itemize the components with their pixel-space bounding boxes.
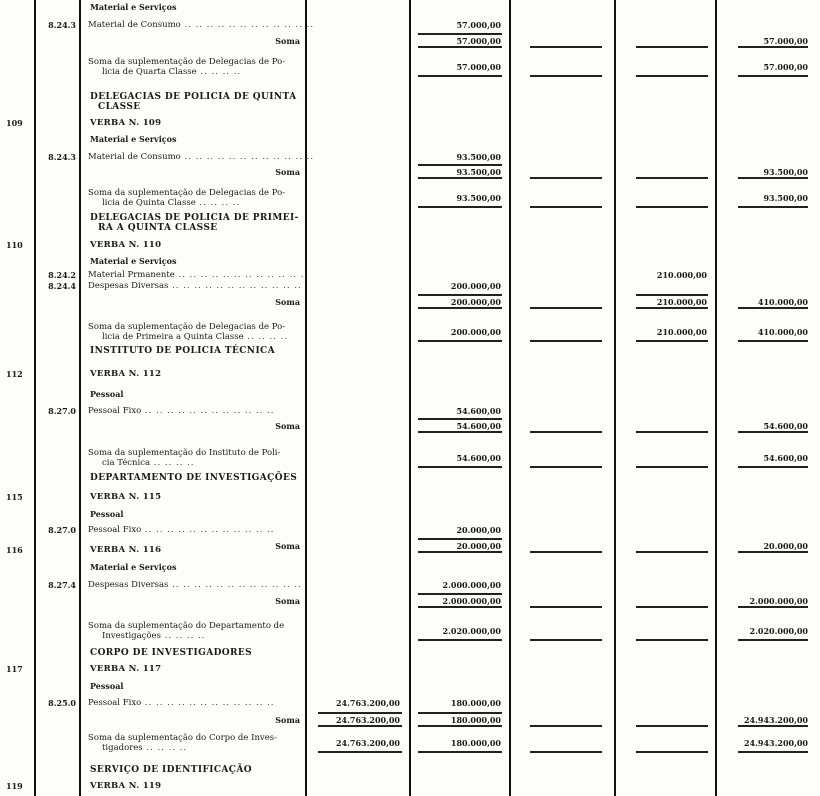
- item-description: [88, 152, 315, 162]
- underline-col-e: [738, 431, 808, 433]
- subheading: Pessoal: [90, 389, 124, 399]
- amount-col-b: 2.020.000,00: [442, 626, 501, 636]
- section-title-line1: DEPARTAMENTO DE INVESTIGAÇÕES: [90, 473, 298, 483]
- column-rule-b: [509, 0, 511, 796]
- soma-label: Soma: [275, 36, 300, 46]
- item-description: [88, 20, 315, 30]
- underline-col-b: [418, 639, 502, 641]
- underline-col-e: [738, 46, 808, 48]
- underline-col-e: [738, 751, 808, 753]
- section-title: [90, 346, 302, 356]
- leader-dots-icon: .. .. .. .. .. .. .. .. .. .. .. ..: [180, 152, 315, 162]
- amount-col-b: 54.600,00: [456, 453, 501, 463]
- section-title-line1: DELEGACIAS DE POLICIA DE PRIMEI-: [90, 213, 299, 223]
- amount-col-b: 20.000,00: [456, 541, 501, 551]
- item-description: [88, 525, 300, 535]
- underline-col-c: [530, 431, 602, 433]
- underline-col-c: [530, 177, 602, 179]
- item-code: 8.24.3: [48, 152, 76, 162]
- underline-col-d: [636, 177, 708, 179]
- column-rule-c: [614, 0, 616, 796]
- item-label: Pessoal Fixo: [88, 406, 142, 416]
- leader-dots-icon: .. .. .. ..: [142, 743, 188, 753]
- verba-title: VERBA N. 112: [90, 369, 162, 379]
- underline-col-d: [636, 206, 708, 208]
- amount-col-a: 24.763.200,00: [335, 698, 400, 708]
- soma-label: Soma: [275, 297, 300, 307]
- item-code: 8.25.0: [48, 698, 76, 708]
- amount-col-b: 57.000,00: [456, 36, 501, 46]
- amount-col-d: 210.000,00: [656, 297, 707, 307]
- amount-col-b: 54.600,00: [456, 406, 501, 416]
- section-title-line2: RA A QUINTA CLASSE: [98, 223, 218, 233]
- total-line1: Soma da suplementação do Corpo de Inves-: [88, 733, 277, 743]
- total-line2-text: tigadores: [102, 743, 143, 753]
- verba-title: VERBA N. 115: [90, 492, 162, 502]
- column-rule-code: [79, 0, 81, 796]
- section-title-line1: CORPO DE INVESTIGADORES: [90, 648, 253, 658]
- total-line2-text: licia de Quinta Classe: [102, 198, 196, 208]
- underline-col-c: [530, 606, 602, 608]
- amount-col-e: 2.020.000,00: [749, 626, 808, 636]
- total-line2: [88, 198, 300, 208]
- underline-above-col-a: [318, 712, 402, 714]
- underline-col-d: [636, 639, 708, 641]
- total-line2-text: licia de Primeira a Quinta Classe: [102, 332, 244, 342]
- underline-above-col-b: [418, 164, 502, 166]
- underline-col-a: [318, 725, 402, 727]
- verba-number: 109: [6, 118, 23, 128]
- total-line1: Soma da suplementação do Instituto de Poli-: [88, 448, 281, 458]
- item-label: Pessoal Fixo: [88, 698, 142, 708]
- soma-label: Soma: [275, 167, 300, 177]
- subheading: Pessoal: [90, 681, 124, 691]
- section-title: [90, 92, 302, 112]
- section-title: [90, 648, 302, 658]
- underline-col-d: [636, 725, 708, 727]
- underline-col-c: [530, 340, 602, 342]
- subheading: Material e Serviços: [90, 562, 177, 572]
- underline-col-c: [530, 751, 602, 753]
- leader-dots-icon: .. .. .. .. .. .. .. .. .. .. .. ..: [174, 270, 309, 280]
- amount-col-b: 200.000,00: [450, 297, 501, 307]
- amount-col-b: 57.000,00: [456, 20, 501, 30]
- section-title: [90, 765, 302, 775]
- total-line2-text: licia de Quarta Classe: [102, 67, 197, 77]
- section-title: [90, 213, 302, 233]
- underline-col-b: [418, 751, 502, 753]
- item-description: [88, 281, 300, 291]
- verba-title: VERBA N. 116: [90, 545, 162, 555]
- item-code: 8.27.0: [48, 525, 76, 535]
- total-line2: [88, 332, 300, 342]
- amount-col-e: 93.500,00: [763, 193, 808, 203]
- underline-above-col-b: [418, 593, 502, 595]
- amount-col-a: 24.763.200,00: [335, 715, 400, 725]
- leader-dots-icon: .. .. .. ..: [150, 458, 195, 468]
- amount-col-b: 200.000,00: [450, 281, 501, 291]
- item-code: 8.24.3: [48, 20, 76, 30]
- underline-col-b: [418, 206, 502, 208]
- item-description: [88, 406, 300, 416]
- amount-col-e: 410.000,00: [757, 327, 808, 337]
- underline-col-b: [418, 431, 502, 433]
- underline-col-d: [636, 466, 708, 468]
- column-rule-left: [34, 0, 36, 796]
- subheading: Pessoal: [90, 509, 124, 519]
- section-title-line1: SERVIÇO DE IDENTIFICAÇÃO: [90, 765, 252, 775]
- verba-title: VERBA N. 110: [90, 240, 162, 250]
- leader-dots-icon: .. .. .. .. .. .. .. .. .. .. .. ..: [141, 698, 275, 708]
- underline-col-c: [530, 75, 602, 77]
- amount-col-b: 54.600,00: [456, 421, 501, 431]
- underline-col-e: [738, 177, 808, 179]
- amount-col-e: 54.600,00: [763, 453, 808, 463]
- item-description: [88, 270, 309, 280]
- total-description: [88, 733, 300, 753]
- verba-title: VERBA N. 117: [90, 664, 162, 674]
- underline-col-b: [418, 75, 502, 77]
- verba-title: VERBA N. 119: [90, 781, 162, 791]
- total-description: [88, 322, 300, 342]
- underline-col-e: [738, 466, 808, 468]
- column-rule-d: [715, 0, 717, 796]
- amount-col-e: 24.943.200,00: [743, 715, 808, 725]
- leader-dots-icon: .. .. .. .. .. .. .. .. .. .. .. ..: [168, 580, 302, 590]
- underline-col-d: [636, 75, 708, 77]
- underline-col-c: [530, 46, 602, 48]
- amount-col-b: 93.500,00: [456, 193, 501, 203]
- leader-dots-icon: .. .. .. ..: [195, 198, 241, 208]
- underline-col-c: [530, 307, 602, 309]
- underline-col-e: [738, 307, 808, 309]
- soma-label: Soma: [275, 715, 300, 725]
- underline-col-b: [418, 606, 502, 608]
- underline-col-c: [530, 551, 602, 553]
- item-label: Pessoal Fixo: [88, 525, 142, 535]
- amount-col-b: 180.000,00: [450, 715, 501, 725]
- underline-above-col-b: [418, 294, 502, 296]
- underline-above-col-d: [636, 294, 708, 296]
- total-line2-text: cia Técnica: [102, 458, 151, 468]
- total-line2: [88, 743, 300, 753]
- underline-col-c: [530, 466, 602, 468]
- column-rule-desc: [305, 0, 307, 796]
- total-line1: Soma da suplementação do Departamento de: [88, 621, 285, 631]
- leader-dots-icon: .. .. .. .. .. .. .. .. .. .. .. ..: [141, 406, 275, 416]
- underline-col-e: [738, 551, 808, 553]
- underline-col-e: [738, 606, 808, 608]
- underline-col-d: [636, 46, 708, 48]
- total-line2-text: Investigações: [102, 631, 161, 641]
- underline-col-e: [738, 340, 808, 342]
- amount-col-d: 210.000,00: [656, 270, 707, 280]
- leader-dots-icon: .. .. .. ..: [160, 631, 206, 641]
- underline-col-a: [318, 751, 402, 753]
- underline-col-b: [418, 307, 502, 309]
- subheading: Material e Serviços: [90, 2, 177, 12]
- leader-dots-icon: .. .. .. ..: [243, 332, 289, 342]
- underline-above-col-b: [418, 712, 502, 714]
- amount-col-e: 57.000,00: [763, 36, 808, 46]
- amount-col-b: 57.000,00: [456, 62, 501, 72]
- amount-col-e: 54.600,00: [763, 421, 808, 431]
- soma-label: Soma: [275, 421, 300, 431]
- item-label: Material de Consumo: [88, 152, 181, 162]
- amount-col-d: 210.000,00: [656, 327, 707, 337]
- total-line2: [88, 631, 300, 641]
- item-description: [88, 580, 300, 590]
- leader-dots-icon: .. .. .. .. .. .. .. .. .. .. .. ..: [141, 525, 275, 535]
- total-line1: Soma da suplementação de Delegacias de Po-: [88, 57, 286, 67]
- leader-dots-icon: .. .. .. ..: [196, 67, 242, 77]
- amount-col-e: 410.000,00: [757, 297, 808, 307]
- subheading: Material e Serviços: [90, 256, 177, 266]
- underline-col-d: [636, 551, 708, 553]
- underline-col-d: [636, 340, 708, 342]
- verba-number: 117: [6, 664, 23, 674]
- item-label: Material de Consumo: [88, 20, 181, 30]
- amount-col-b: 180.000,00: [450, 698, 501, 708]
- amount-col-b: 2.000.000,00: [442, 596, 501, 606]
- underline-col-b: [418, 725, 502, 727]
- underline-col-b: [418, 177, 502, 179]
- amount-col-b: 93.500,00: [456, 152, 501, 162]
- amount-col-e: 57.000,00: [763, 62, 808, 72]
- underline-col-c: [530, 639, 602, 641]
- underline-col-d: [636, 606, 708, 608]
- verba-number: 115: [6, 492, 23, 502]
- underline-col-d: [636, 431, 708, 433]
- underline-col-b: [418, 340, 502, 342]
- amount-col-b: 180.000,00: [450, 738, 501, 748]
- verba-number: 119: [6, 781, 23, 791]
- total-description: [88, 188, 300, 208]
- total-line2: [88, 458, 300, 468]
- total-line2: [88, 67, 300, 77]
- amount-col-b: 93.500,00: [456, 167, 501, 177]
- underline-above-col-b: [418, 418, 502, 420]
- amount-col-a: 24.763.200,00: [335, 738, 400, 748]
- amount-col-e: 24.943.200,00: [743, 738, 808, 748]
- leader-dots-icon: .. .. .. .. .. .. .. .. .. .. .. ..: [180, 20, 315, 30]
- item-code: 8.24.2: [48, 270, 76, 280]
- underline-col-e: [738, 639, 808, 641]
- underline-col-b: [418, 551, 502, 553]
- item-code: 8.27.0: [48, 406, 76, 416]
- amount-col-b: 20.000,00: [456, 525, 501, 535]
- soma-label: Soma: [275, 596, 300, 606]
- amount-col-b: 200.000,00: [450, 327, 501, 337]
- underline-col-b: [418, 46, 502, 48]
- item-label: Material Prmanente: [88, 270, 175, 280]
- subheading: Material e Serviços: [90, 134, 177, 144]
- verba-number: 112: [6, 369, 23, 379]
- item-label: Despesas Diversas: [88, 281, 169, 291]
- leader-dots-icon: .. .. .. .. .. .. .. .. .. .. .. ..: [168, 281, 302, 291]
- underline-col-e: [738, 75, 808, 77]
- amount-col-e: 2.000.000,00: [749, 596, 808, 606]
- section-title-line1: INSTITUTO DE POLICIA TÉCNICA: [90, 346, 275, 356]
- underline-col-d: [636, 307, 708, 309]
- section-title-line1: DELEGACIAS DE POLICIA DE QUINTA: [90, 92, 297, 102]
- underline-above-col-b: [418, 538, 502, 540]
- item-description: [88, 698, 300, 708]
- total-line1: Soma da suplementação de Delegacias de Po-: [88, 188, 286, 198]
- total-description: [88, 57, 300, 77]
- verba-number: 116: [6, 545, 23, 555]
- underline-above-col-b: [418, 33, 502, 35]
- soma-label: Soma: [275, 541, 300, 551]
- total-description: [88, 621, 300, 641]
- item-code: 8.27.4: [48, 580, 76, 590]
- underline-col-b: [418, 466, 502, 468]
- section-title: [90, 473, 302, 483]
- item-label: Despesas Diversas: [88, 580, 169, 590]
- total-description: [88, 448, 300, 468]
- section-title-line2: CLASSE: [98, 102, 141, 112]
- verba-title: VERBA N. 109: [90, 118, 162, 128]
- underline-col-c: [530, 206, 602, 208]
- underline-col-e: [738, 725, 808, 727]
- total-line1: Soma da suplementação de Delegacias de Po-: [88, 322, 286, 332]
- amount-col-b: 2.000.000,00: [442, 580, 501, 590]
- item-code: 8.24.4: [48, 281, 76, 291]
- underline-col-e: [738, 206, 808, 208]
- underline-col-d: [636, 751, 708, 753]
- underline-col-c: [530, 725, 602, 727]
- amount-col-e: 93.500,00: [763, 167, 808, 177]
- verba-number: 110: [6, 240, 23, 250]
- column-rule-a: [409, 0, 411, 796]
- amount-col-e: 20.000,00: [763, 541, 808, 551]
